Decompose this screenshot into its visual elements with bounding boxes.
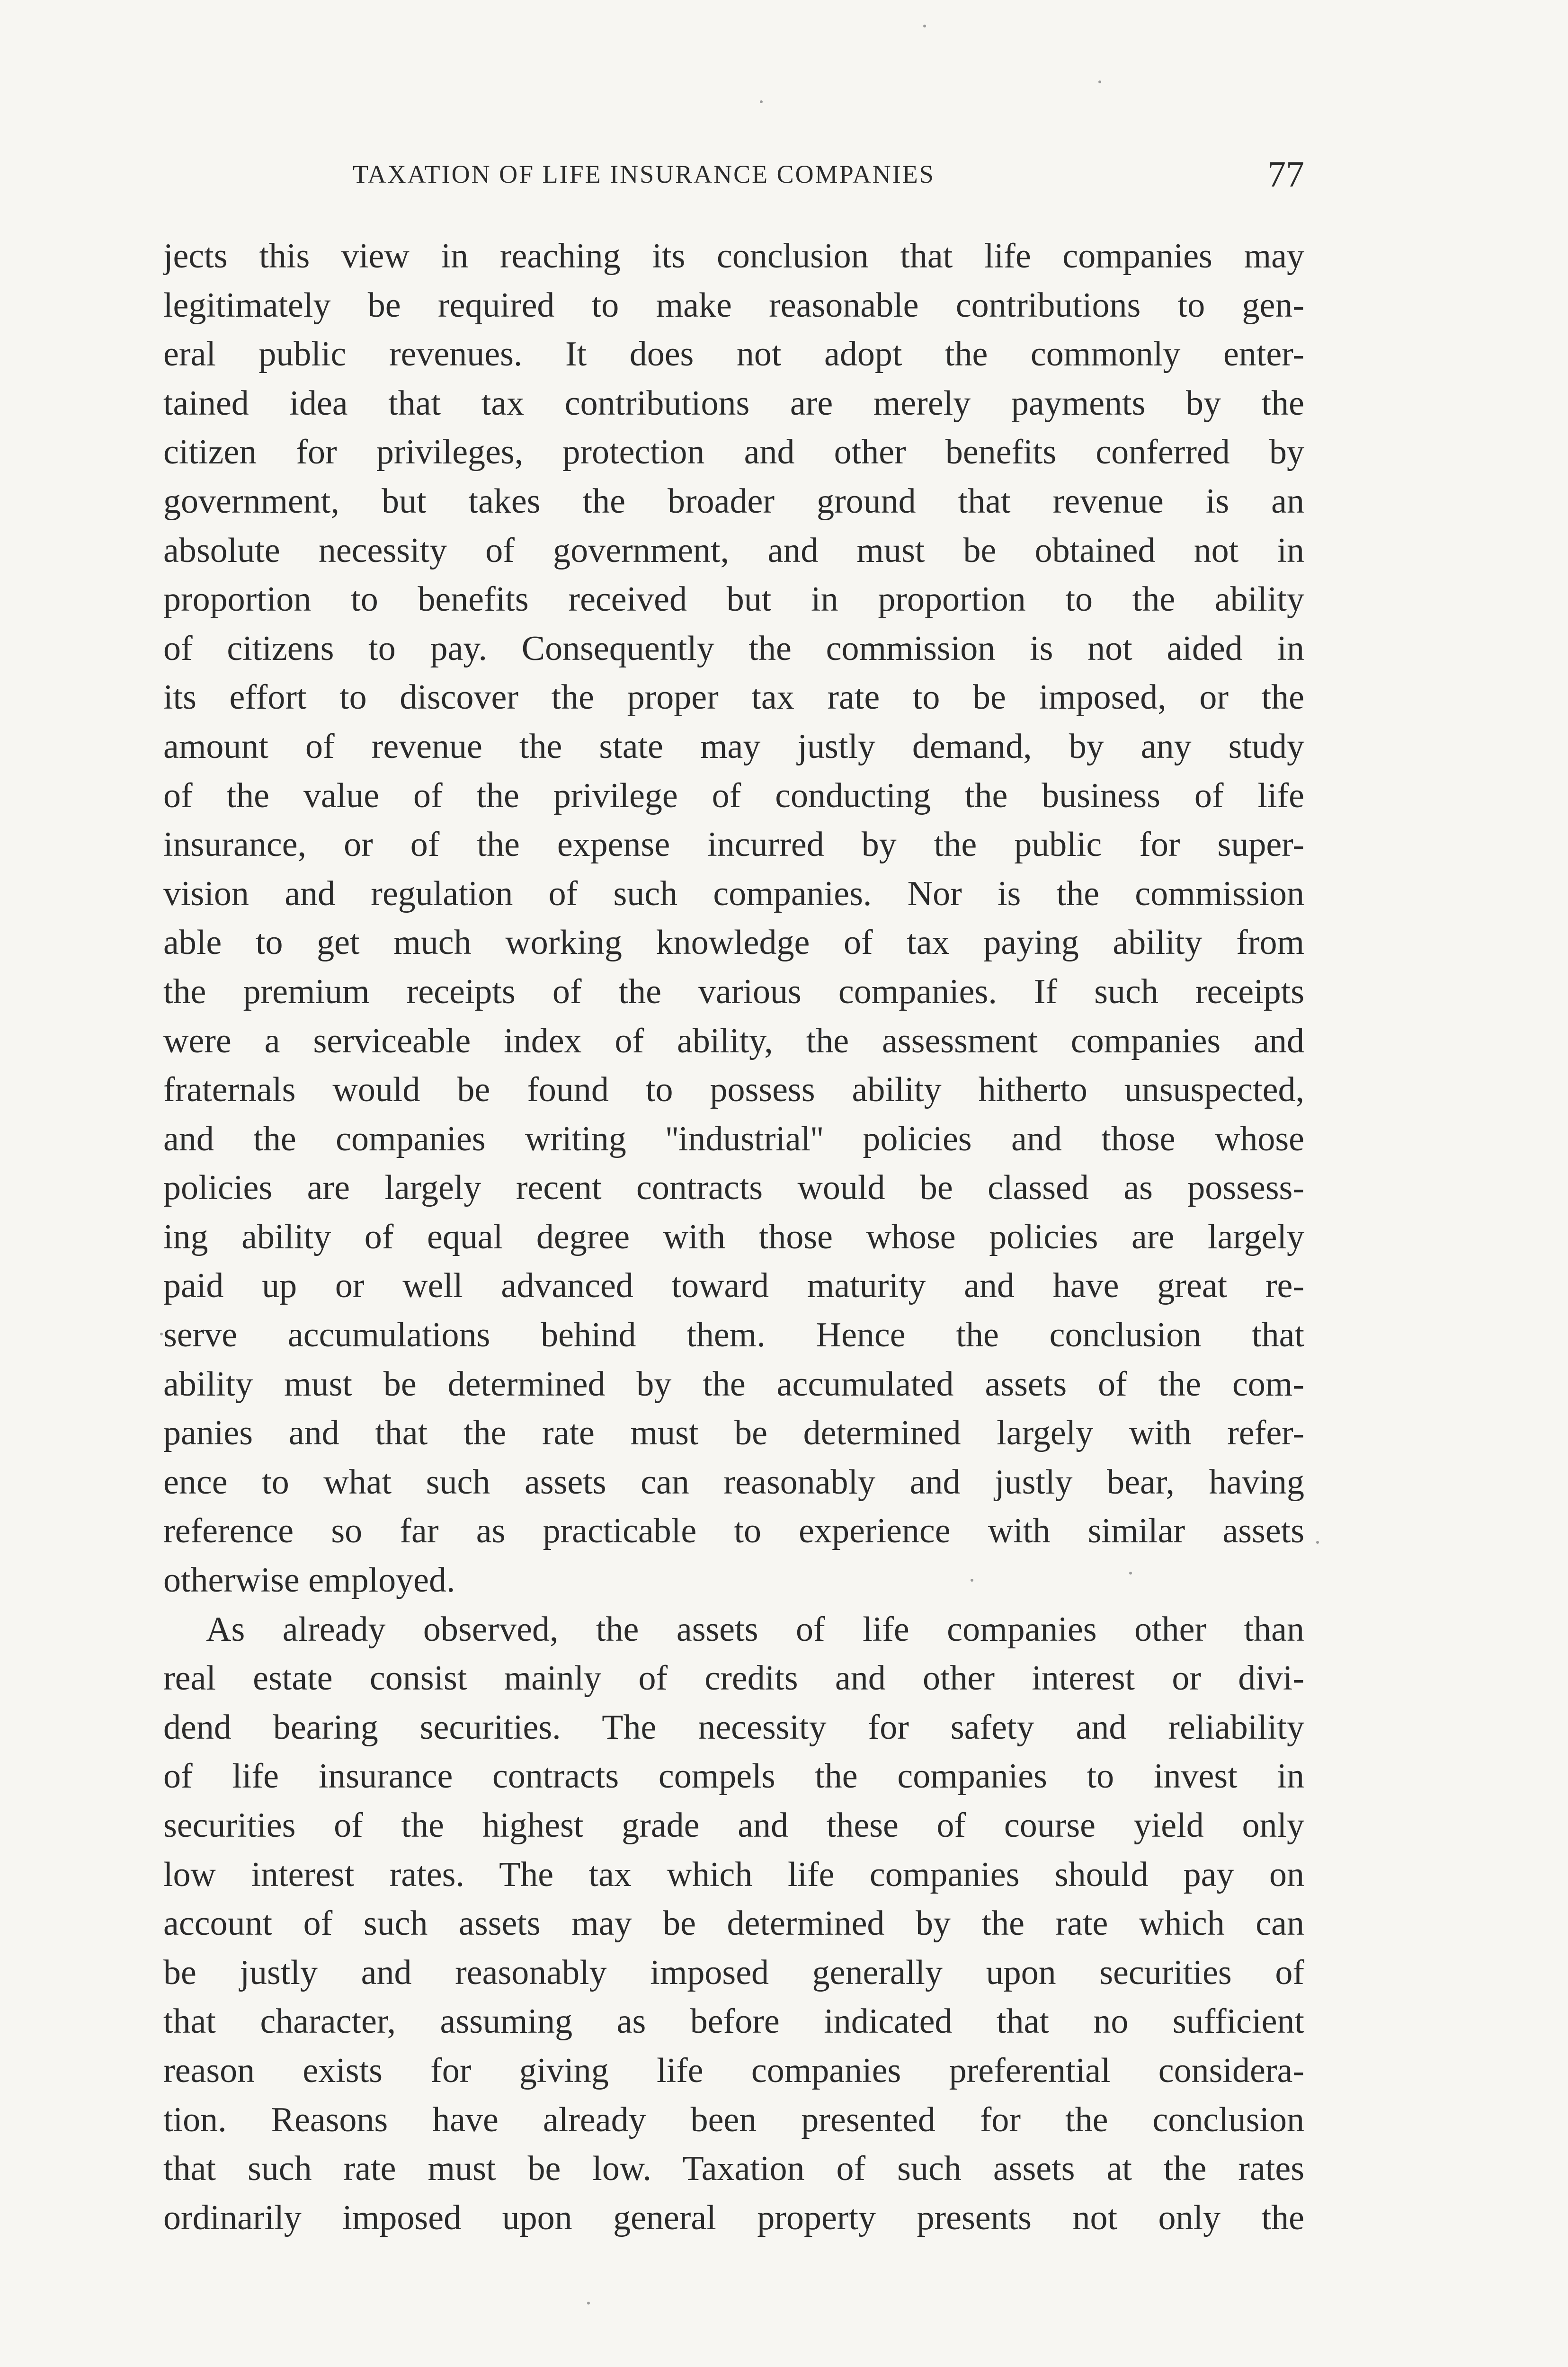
text-line: securities of the highest grade and these of course yield only	[163, 1806, 1304, 1845]
text-line: amount of revenue the state may justly demand, by any study	[163, 727, 1304, 766]
text-line: that character, assuming as before indicated that no sufficient	[163, 2002, 1304, 2041]
text-line: able to get much working knowledge of tax paying ability from	[163, 923, 1304, 962]
paper-speck	[160, 1333, 163, 1335]
text-line: tion. Reasons have already been presented for the conclusion	[163, 2100, 1304, 2139]
text-line: panies and that the rate must be determined largely with refer-	[163, 1414, 1304, 1453]
text-line: reason exists for giving life companies preferential considera-	[163, 2051, 1304, 2090]
text-line: paid up or well advanced toward maturity and have great re-	[163, 1266, 1304, 1306]
running-header	[163, 151, 1304, 198]
text-line: otherwise employed.	[163, 1561, 455, 1600]
text-line: of life insurance contracts compels the companies to invest in	[163, 1757, 1304, 1796]
text-line: the premium receipts of the various companies. If such receipts	[163, 972, 1304, 1011]
text-line: legitimately be required to make reasonable contributions to gen-	[163, 285, 1304, 325]
text-line: were a serviceable index of ability, the assessment companies and	[163, 1021, 1304, 1060]
text-line: citizen for privileges, protection and other benefits conferred by	[163, 433, 1304, 472]
text-line: As already observed, the assets of life companies other than	[206, 1610, 1304, 1649]
paper-speck	[971, 1579, 973, 1582]
text-line: of the value of the privilege of conducting the business of life	[163, 776, 1304, 815]
paper-speck	[587, 2302, 590, 2305]
paper-speck	[1098, 80, 1101, 83]
text-line: ing ability of equal degree with those whose policies are largely	[163, 1217, 1304, 1256]
text-line: serve accumulations behind them. Hence the conclusion that	[163, 1316, 1304, 1355]
text-line: account of such assets may be determined by the rate which can	[163, 1904, 1304, 1943]
text-line: ence to what such assets can reasonably and justly bear, having	[163, 1462, 1304, 1502]
text-line: of citizens to pay. Consequently the commission is not aided in	[163, 629, 1304, 668]
text-line: low interest rates. The tax which life companies should pay on	[163, 1855, 1304, 1894]
paper-speck	[923, 25, 926, 27]
text-line: absolute necessity of government, and must be obtained not in	[163, 531, 1304, 570]
text-line: reference so far as practicable to experience with similar assets	[163, 1512, 1304, 1551]
text-line: insurance, or of the expense incurred by the public for super-	[163, 825, 1304, 864]
text-line: real estate consist mainly of credits and other interest or divi-	[163, 1659, 1304, 1698]
text-line: that such rate must be low. Taxation of such assets at the rates	[163, 2149, 1304, 2189]
text-line: vision and regulation of such companies. Nor is the commission	[163, 874, 1304, 913]
text-line: proportion to benefits received but in proportion to the ability	[163, 580, 1304, 619]
paragraph-1	[163, 232, 1304, 1605]
body-text	[163, 232, 1304, 2242]
text-line: fraternals would be found to possess ability hitherto unsuspected,	[163, 1070, 1304, 1110]
text-line: tained idea that tax contributions are merely payments by the	[163, 383, 1304, 423]
paragraph-2	[163, 1605, 1304, 2243]
text-line: dend bearing securities. The necessity for safety and reliability	[163, 1708, 1304, 1747]
paper-speck	[760, 100, 763, 103]
text-line: policies are largely recent contracts would be classed as possess-	[163, 1168, 1304, 1208]
text-line: be justly and reasonably imposed generally upon securities of	[163, 1953, 1304, 1992]
text-line: its effort to discover the proper tax rate to be imposed, or the	[163, 678, 1304, 717]
running-title: TAXATION OF LIFE INSURANCE COMPANIES	[353, 160, 935, 188]
text-line: jects this view in reaching its conclusion that life companies may	[163, 237, 1304, 276]
page-number: 77	[1267, 153, 1304, 195]
text-line: eral public revenues. It does not adopt the commonly enter-	[163, 335, 1304, 374]
text-line: government, but takes the broader ground that revenue is an	[163, 481, 1304, 521]
paper-speck	[1129, 1572, 1132, 1575]
paper-speck	[1316, 1541, 1319, 1544]
text-line: and the companies writing ''industrial'' policies and those whose	[163, 1119, 1304, 1158]
text-line: ability must be determined by the accumulated assets of the com-	[163, 1364, 1304, 1404]
text-line: ordinarily imposed upon general property presents not only the	[163, 2198, 1304, 2237]
